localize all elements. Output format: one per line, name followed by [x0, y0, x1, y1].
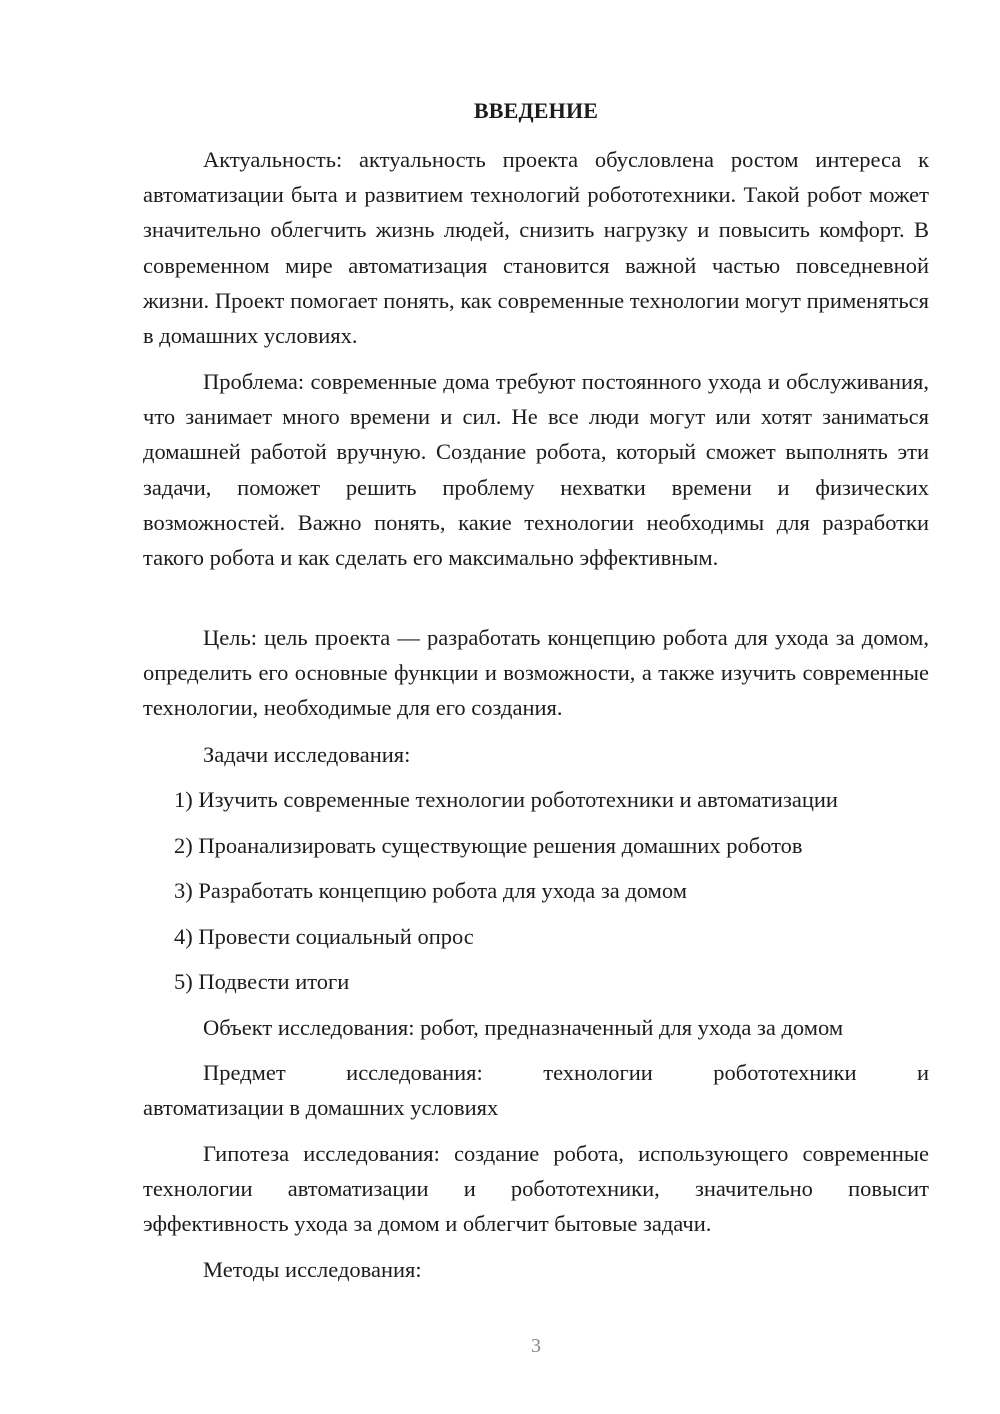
subject-word: Предмет: [203, 1060, 286, 1085]
task-item: 1) Изучить современные технологии робототехники и автоматизации: [174, 787, 838, 812]
subject-word: технологии: [543, 1060, 653, 1085]
subject-word: и: [916, 1060, 929, 1085]
task-item: 2) Проанализировать существующие решения домашних роботов: [174, 833, 803, 858]
object-line: Объект исследования: робот, предназначенный для ухода за домом: [203, 1015, 844, 1040]
task-item: 3) Разработать концепцию робота для ухода за домом: [174, 878, 687, 903]
page-title: ВВЕДЕНИЕ: [473, 98, 599, 123]
goal-paragraph: Цель: цель проекта — разработать концепцию робота для ухода за домом, определить его основные функции и возможности, а также изучить современные технологии, необходимые для его создания.: [143, 625, 929, 721]
tasks-heading: Задачи исследования:: [203, 742, 411, 767]
subject-continuation: автоматизации в домашних условиях: [143, 1095, 499, 1120]
methods-heading: Методы исследования:: [203, 1257, 422, 1282]
subject-first-line: [203, 1055, 929, 1090]
relevance-paragraph: Актуальность: актуальность проекта обусловлена ростом интереса к автоматизации быта и развитием технологий робототехники. Такой робот может значительно облегчить жизнь людей, снизить нагрузку и повысить комфорт. В современном мире автоматизация становится важной частью повседневной жизни. Проект помогает понять, как современные технологии могут применяться в домашних условиях.: [143, 147, 929, 349]
hypothesis-paragraph: Гипотеза исследования: создание робота, использующего современные технологии автоматизации и робототехники, значительно повысит эффективность ухода за домом и облегчит бытовые задачи.: [143, 1141, 929, 1237]
task-item: 5) Подвести итоги: [174, 969, 350, 994]
task-item: 4) Провести социальный опрос: [174, 924, 474, 949]
page-number: 3: [531, 1335, 541, 1357]
subject-word: исследования:: [346, 1060, 483, 1085]
subject-word: робототехники: [713, 1060, 857, 1085]
problem-paragraph: Проблема: современные дома требуют постоянного ухода и обслуживания, что занимает много времени и сил. Не все люди могут или хотят заниматься домашней работой вручную. Создание робота, который сможет выполнять эти задачи, поможет решить проблему нехватки времени и физических возможностей. Важно понять, какие технологии необходимы для разработки такого робота и как сделать его максимально эффективным.: [143, 369, 929, 571]
